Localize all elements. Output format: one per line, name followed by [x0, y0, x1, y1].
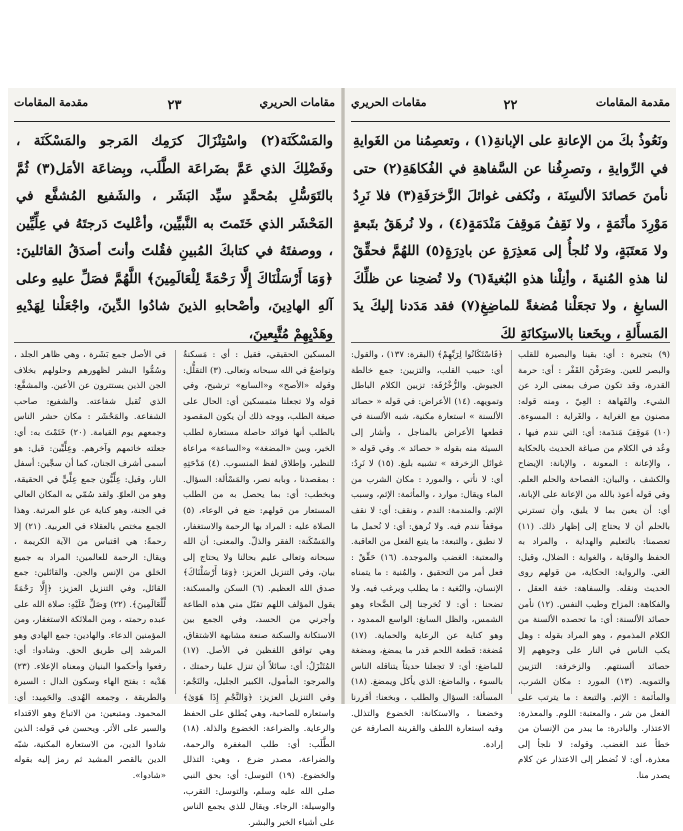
footnote-separator — [14, 342, 335, 343]
page-number: ٢٢ — [503, 98, 518, 113]
page-22 — [345, 88, 676, 782]
column-divider — [175, 350, 176, 694]
page-number: ٢٣ — [167, 98, 182, 113]
header-book-title: مقامات الحريري — [259, 96, 335, 109]
footnotes — [351, 348, 670, 782]
footnotes — [14, 348, 336, 828]
header-section-title: مقدمة المقامات — [14, 96, 89, 109]
page-header — [14, 96, 335, 126]
page-23 — [8, 88, 341, 828]
footnote-column-right: المسكين الحقيقي، فقيل : أي : مَسكنةٌ وتواضعٌ في الله سبحانه وتعالى. (٣) التقلُّل: وقوله «الأصح» و«السابع» ترشيح، وفي قوله ولا تجعلنا متمسكين أي: الحال على صيغة الطلب، ووجه ذلك أن يكون المقصود بالطلب أنها فوائد حاصلة مستعارة لطلب الخير، وبين «المضغة» و«الساعة» مراعاة للنظير، وإطلاق لفظ المنسوب. (٤) مَدْحَتِهِ : بمقصدنا ، وبابه نصر، والمَسْألة: السؤال. وبخطب: أي: بما يحصل به من الطلب المستعار من قولهم: ضع في الوعاء، (٥) الصلاة عليه : المراد بها الرحمة والاستغفار، والمَسْكَنة: الفقر والذلّ. والمعنى: أن الله سبحانه وتعالى عليم بحالنا ولا يحتاج إلى بيان، وفي التنزيل العزيز: ﴿وَمَا أَرْسَلْنَاكَ﴾ صدق الله العظيم. (٦) السكن والمسكنة: يقول المؤلف اللهم تقبّل مني هذه الطاعة وأجرني من الحسد، وفي الجمع بين الاستكانة والسكنة صنعة مشابهة الاشتقاق، وهي توافق اللفظين في الأصل. (١٧) المُتَنْزَلُ: أي: سائلاً أن تنزل علينا رحمتك ، والمرجو: المأمول، الكبير الجليل، والنَجْم: وفي التنزيل العزيز: ﴿وَالنَّجْمِ إِذَا هَوَىٰ﴾ واستعاره للصاحبة، وهي يُطلق على الحفظ والرعاية. والضراعة: الخضوع والذلة. (١٨) الطَّلَب: أي: طلب المغفرة والرحمة، والضراعة، مصدر ضرع ، وهي: التذلل والخضوع. (١٩) التوسل: أي: بحق النبي صلى الله عليه وسلم، والتوسل: التقرب، والوسيلة: الرجاء. ويقال للذي يجمع الناس على أشياء الخير والبشر. — [183, 350, 336, 828]
footnote-column-right: (٩) بتجيرة : أي: بقينا والبصيرة للقلب والبصر للعين. وصَرَفْنَ القَفْر : أي: حرمة القدرة، وقد تكون صرف بمعنى الرد عن الشيء. والفَهاهة : العِيّ ، ومنه قوله: مصنون مع الغراية ، والغَراية : المسوءة. (١٠) مَوقِفَ مَندَمة: أي: التي نندم فيها ، وعُد في الكلام من صياغة الحديث بالحكاية ، والإعانة : المعونة ، والإبانة: الإيضاح والكشف ، والبيان: الفصاحة والحلم العلم. وفي قوله أعوذ بالله من الإعانة على الإبانة، أي: أن يعين بما لا يليق، وأن تسترني بالحلم أن لا يحتاج إلى إظهار ذلك. (١١) تعصمنا: بالتعليم والهداية ، والمراد به الحفظ والوقاية ، والغواية : الضلال، وقيل: الغي. والرواية: الحكاية، من قولهم روى الحديث ونقله. والسفاهة: خفة العقل ، والفكاهة: المزاح وطيب النفس. (١٢) نأمن حصائد الألسنة: أي: ما تحصده الألسنة من الكلام المذموم ، وهو المراد بقوله : وهل يكب الناس في النار على وجوههم إلا حصائد ألسنتهم. والزخرفة: التزيين والتمويه. (١٣) المورد : مكان الشرب، والمأثمة : الإثم. والتبعة : ما يترتب على الفعل من شر ، والمعتبة: اللوم. والمعذرة: الاعتذار. والبادرة: ما يبدر من الإنسان من خطأ عند الغضب. وقوله: لا نلجأ إلى معذرة، أي: لا نُضطر إلى الاعتذار عن كلام يصدر منا. — [518, 350, 670, 782]
footnote-column-left: ﴿فَاسْتَكَانُوا لِرَبِّهِمْ﴾ (البقرة: ١٣٧) ، والقول: أي: حبيب القلب، والتزيين: جمع خالطة الجيوش. والزُّخْرُفَة: تزيين الكلام الباطل وتمويهه. (١٤) الأعراض: في قوله « حصائد الألسنة » استعارة مكنية، شبه الألسنة في قطعها الأعراض بالمناجل ، وأشار إلى السيئة منه بقوله « حصائد ». وفي قوله « غوائل الزخرفة » تشبيه بليغ. (١٥) لا نَرِدُ: أي: لا نأتي ، والمورد : مكان الشرب من الماء ويقال: موارد ، والمأثمة: الإثم، وسبب الإثم. والمندمة: الندم ، ونقف: أي: لا نقف موقفاً نندم فيه. ولا نُرهق: أي: لا نُحمل ما لا نطيق ، والتبعة: ما يتبع الفعل من العاقبة. والمعتبة: الغضب والموجدة. (١٦) حَقِّقْ : فعل أمر من التحقيق ، والمُنية : ما يتمناه الإنسان، والبُغية : ما يطلب ويرغب فيه. ولا تضحنا : أي: لا تُخرجنا إلى الضَّحاء وهو الشمس، والظل السابغ: الواسع الممدود ، وهو كناية عن الرعاية والحماية. (١٧) مُضغة: قطعة اللحم قدر ما يمضغ، ومضغة للماضغ: أي: لا تجعلنا حديثاً يتناقله الناس بالسوء ، والماضغ: الذي يأكل ويمضغ. (١٨) المسألة: السؤال والطلب ، وبخعنا: أقررنا وخضعنا ، والاستكانة: الخضوع والتذلل. وفيه استعارة اللطف والقرينة الصارفة عن إرادة. — [351, 350, 504, 750]
footnote-column-left: في الأصل جمع بَشَرة ، وهي ظاهر الجلد ، وسُمُّوا البشر لظهورهم وحلولهم بخلاف الجن الذين يستترون عن الأعين. والمشفَّع: الذي تُقبل شفاعته. والشفيع: صاحب الشفاعة. والمَحْشَر : مكان حشر الناس وجمعهم يوم القيامة. (٢٠) خَتَمْتَ به: أي: جعلته خاتمهم وآخرهم. وعِلِّيِّين: قيل: هو أسمى أشرف الجنان، كما أن سجِّين: أسفل النار، وقيل: عِلِّيُّون جمع عِلِّيٍّ في الحقيقة، وهو من العلوّ. ولقد سُمّي به المكان العالي في الجنة، وهو كناية عن علو المرتبة. وهذا الجمع مختص بالعقلاء في العربية. (٢١) إلا رحمةً: هي اقتباس من الآية الكريمة ، ويقال: الرحمة للعالمين: المراد به جميع الخلق من الإنس والجن. والقائلين: جمع القائل، وفي التنزيل العزيز: ﴿إِلَّا رَحْمَةً لِّلْعَالَمِينَ﴾. (٢٢) وَصَلِّ عَلَيْهِ: صلاة الله على عبده رحمته ، ومن الملائكة الاستغفار، ومن المؤمنين الدعاء. والهادين: جمع الهادي وهو المرشد إلى طريق الحق. وشادوا: أي: رفعوا وأحكموا البنيان ومعناه الإعلاء. (٢٣) هَدْيه : بفتح الهاء وسكون الدال : السيرة والطريقة ، وجمعه الهُدى. والحَمِيد: أي: المحمود. ومتبعين: من الاتباع وهو الاقتداء والسير على الأثر. ويحسن في قوله: الذين شادوا الدين، من الاستعارة المكنية، شبّه الدين بالقصر المشيد ثم رمز إليه بقوله «شادوا». — [14, 350, 166, 782]
header-rule — [351, 121, 670, 122]
header-book-title: مقامات الحريري — [351, 96, 427, 109]
header-section-title: مقدمة المقامات — [595, 96, 670, 109]
main-text: والمَسْكَنَة(٢) واسْتِنْزَالَ كرَمِك المَرجو والمَسْكَنَة ، وفَضْلِكَ الذي عَمَّ بضَراعَة الطَّلَب، وبِضاعَة الأمَل(٣) ثُمَّ بالتَوَسُّلِ بمُحمَّدٍ سيِّد البَشَر ، والشَفيع المُشفَّع في المَحْشَر الذي خَتَمتَ به النَّبيِّين، وأعْليتَ دَرجتَهُ في عِلِّيِّين ، ووصفتَهُ في كتابكَ المُبينِ فقُلتَ وأنتَ أصدَقُ القائلينَ: ﴿وَمَا أَرْسَلْنَاكَ إِلَّا رَحْمَةً لِلْعَالَمِينَ﴾ اللَّهُمَّ فصَلِّ عليهِ وعلى آلهِ الهادِينَ، وأصْحابهِ الذينَ شادُوا الدِّينَ، واجْعَلْنا لِهَدْيهِ وهَدْيِهِمْ مُتَّبِعينَ، — [16, 133, 333, 342]
column-divider — [511, 350, 512, 694]
header-rule — [14, 121, 335, 122]
footnote-separator — [351, 342, 670, 343]
page-header — [351, 96, 670, 126]
main-text: ونَعُوذُ بكَ من الإعانةِ على الإبانةِ(١) ، وتعصِمُنا من الغَوايةِ في الرِّوايةِ ، وتصرِفُنا عن السَّفاهةِ في الفُكاهَةِ(٢) حتى نأمنَ حَصائدَ الألسِنَة ، ونُكفى غوائلَ الزَّخرَفَةِ(٣) فلا نَرِدُ مَوْرِدَ مأثَمَةٍ ، ولا نَقِفُ مَوقِفَ مَنْدَمَةٍ(٤) ، ولا نُرهَقُ بتَبعةٍ ولا مَعتَبَةٍ، ولا نُلجأُ إلى مَعذِرَةٍ عن بادِرَةٍ(٥) اللهُمَّ فحقِّقْ لنا هذهِ المُنيةَ ، وأنِلْنا هذهِ البُغيةَ(٦) ولا تُضحِنا عن ظلِّكَ السابغِ ، ولا تجعَلْنا مُضغةً للماضِغِ(٧) فقد مَدَدنا إليكَ يدَ المَسأَلةِ ، وبخَعنا بالاستِكانَةِ لكَ — [353, 133, 669, 342]
book-spread — [8, 88, 676, 828]
